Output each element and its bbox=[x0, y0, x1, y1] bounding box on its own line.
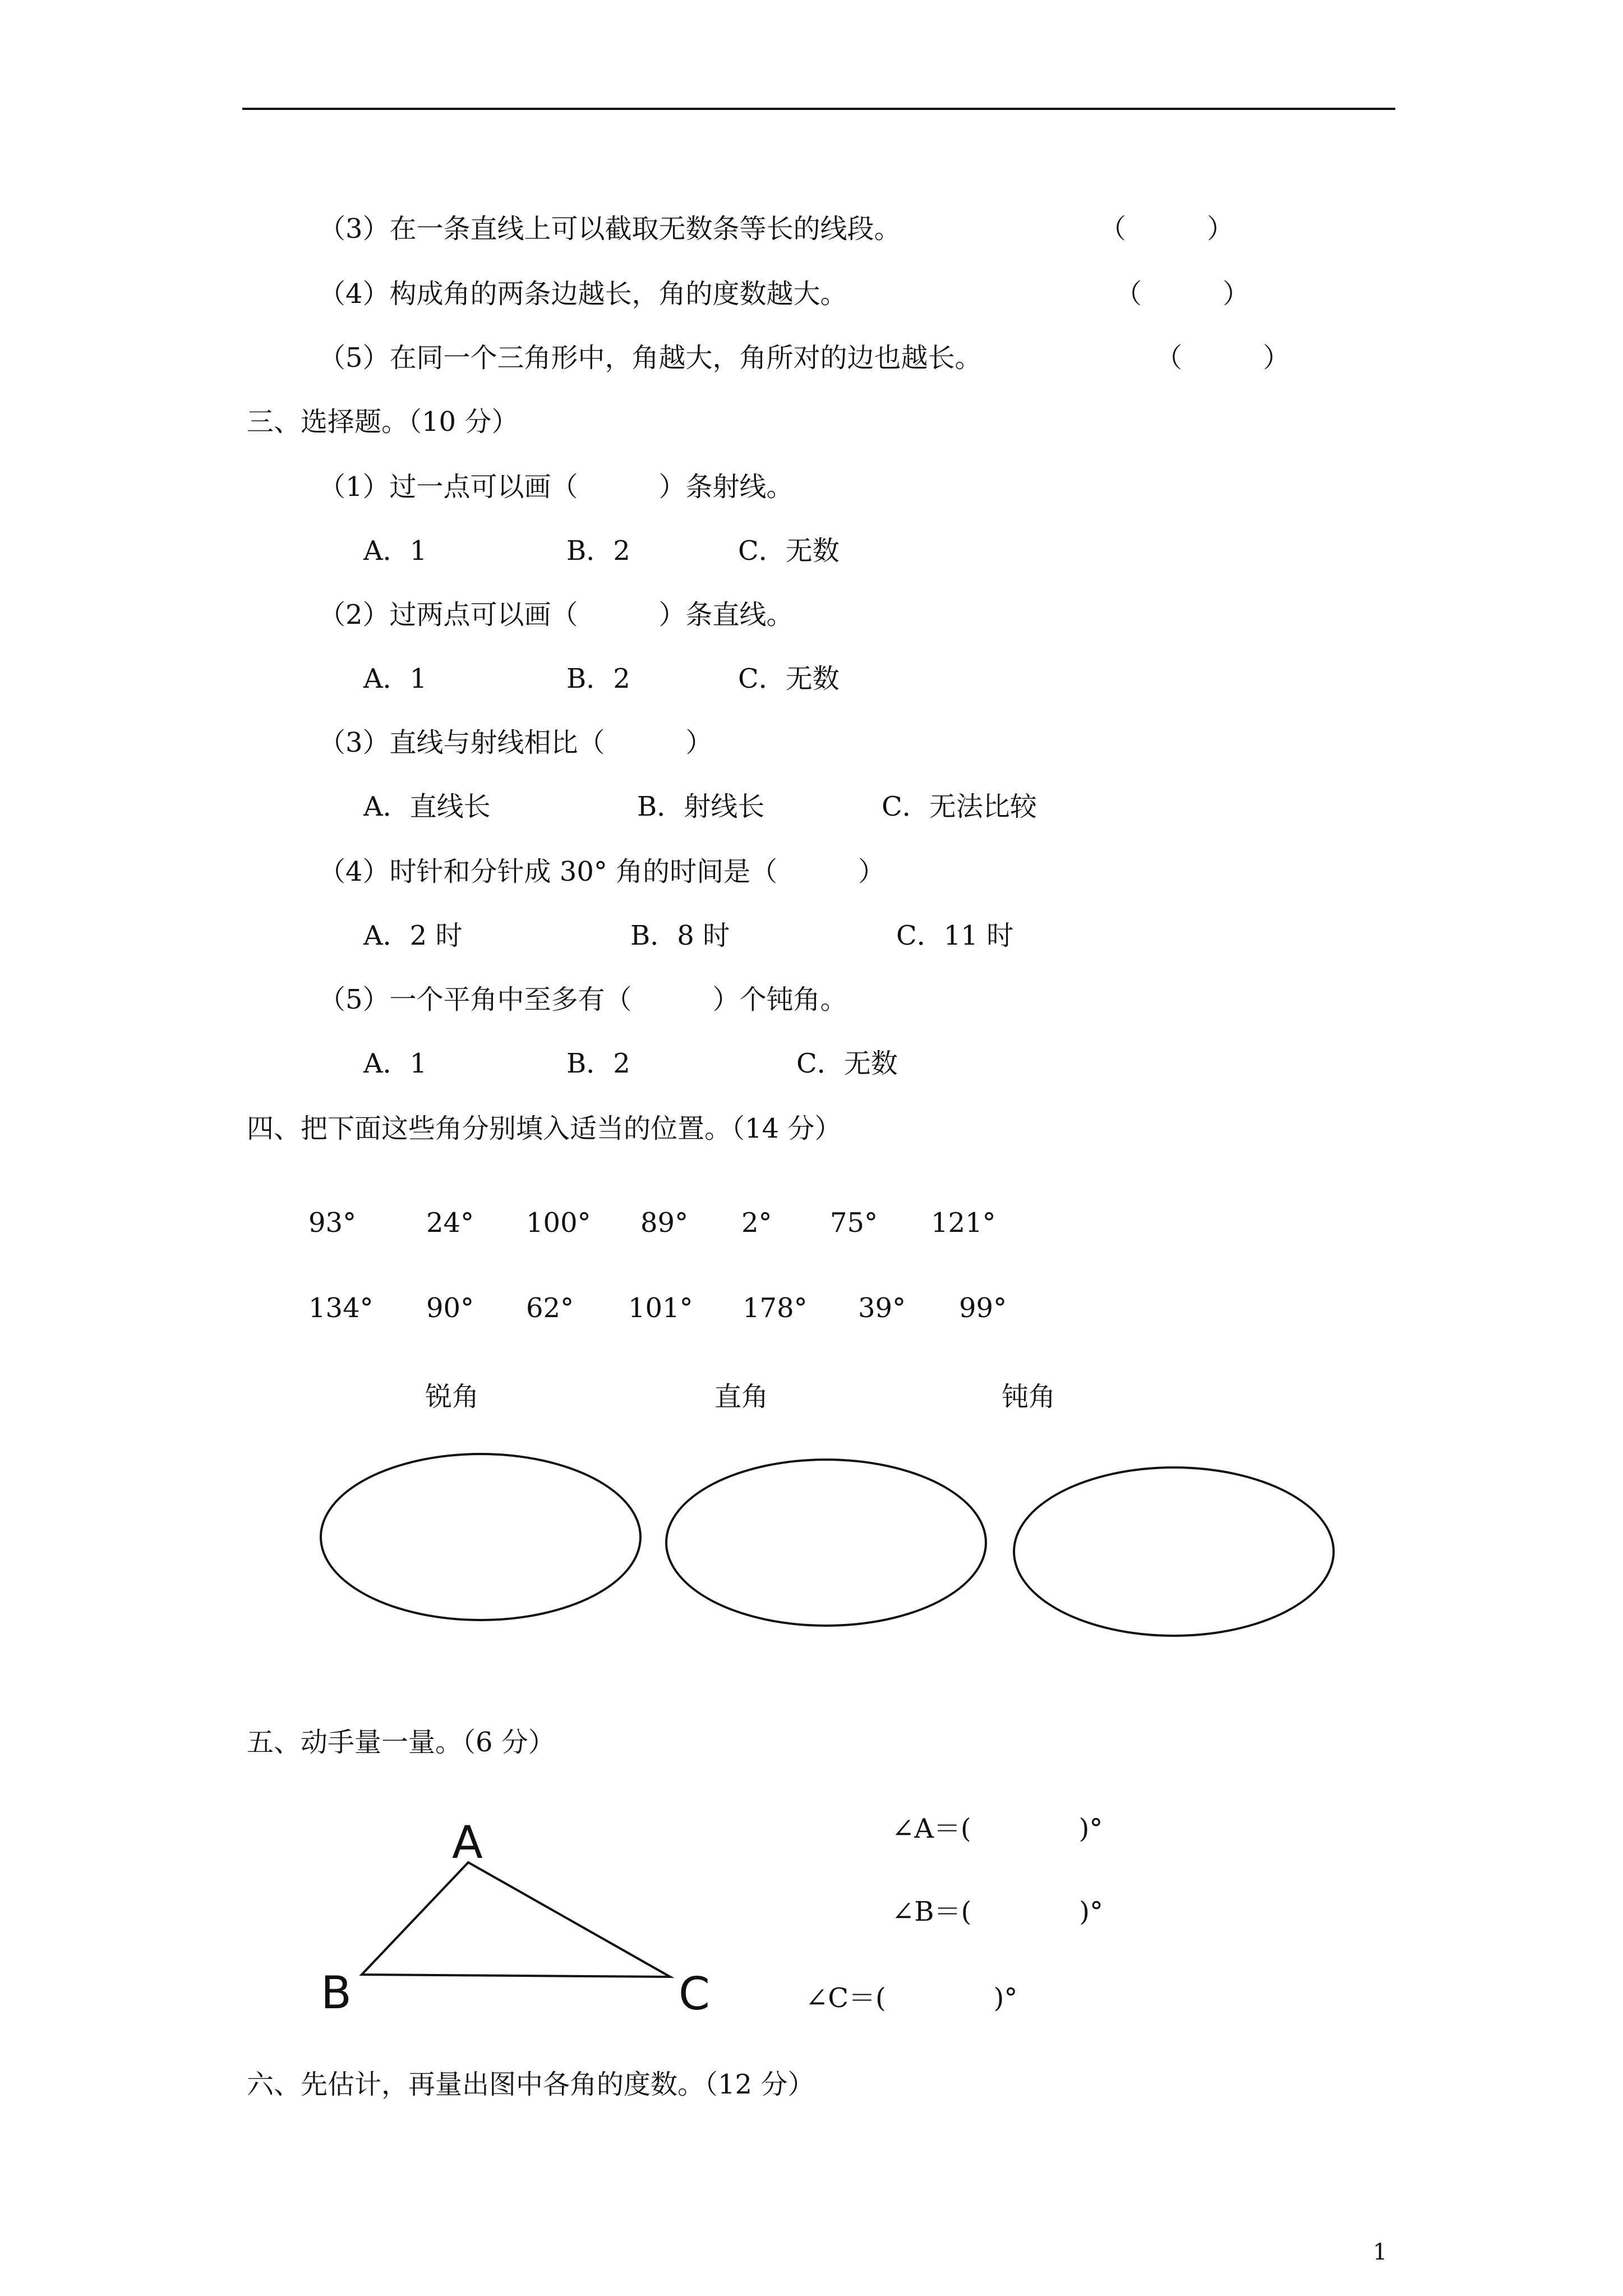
option-3a[interactable]: A．直线长 bbox=[363, 791, 491, 822]
angle-value: 178° bbox=[743, 1292, 808, 1324]
option-2b[interactable]: B．2 bbox=[566, 663, 630, 694]
option-4a[interactable]: A．2 时 bbox=[363, 920, 463, 951]
angle-value: 62° bbox=[526, 1292, 574, 1324]
question-2: （2）过两点可以画（ ）条直线。 bbox=[319, 599, 794, 631]
judgement-blank-5[interactable]: （ ） bbox=[1155, 342, 1290, 374]
angle-value: 134° bbox=[308, 1292, 374, 1324]
right-angle-area[interactable] bbox=[665, 1458, 987, 1627]
angle-value: 24° bbox=[426, 1207, 474, 1239]
judgement-blank-3[interactable]: （ ） bbox=[1099, 213, 1234, 245]
acute-angle-area[interactable] bbox=[320, 1453, 642, 1621]
triangle-figure bbox=[348, 1851, 684, 1997]
category-label-obtuse: 钝角 bbox=[1002, 1381, 1056, 1412]
option-1a[interactable]: A．1 bbox=[363, 535, 427, 567]
option-2c[interactable]: C．无数 bbox=[738, 663, 840, 694]
section-5-title: 五、动手量一量。（6 分） bbox=[247, 1727, 555, 1758]
option-4b[interactable]: B．8 时 bbox=[630, 920, 730, 951]
option-2a[interactable]: A．1 bbox=[363, 663, 427, 694]
option-1c[interactable]: C．无数 bbox=[738, 535, 840, 567]
section-3-title: 三、选择题。（10 分） bbox=[247, 406, 519, 438]
question-3: （3）直线与射线相比（ ） bbox=[319, 727, 713, 758]
obtuse-angle-area[interactable] bbox=[1013, 1466, 1335, 1637]
section-4-title: 四、把下面这些角分别填入适当的位置。（14 分） bbox=[247, 1113, 842, 1144]
judgement-item-4: （4）构成角的两条边越长，角的度数越大。 bbox=[319, 278, 847, 310]
option-5b[interactable]: B．2 bbox=[566, 1048, 630, 1079]
option-1b[interactable]: B．2 bbox=[566, 535, 630, 567]
judgement-blank-4[interactable]: （ ） bbox=[1115, 278, 1250, 310]
angle-value: 75° bbox=[830, 1207, 878, 1239]
triangle-abc bbox=[362, 1862, 670, 1977]
angle-value: 121° bbox=[931, 1207, 996, 1239]
angle-value: 101° bbox=[628, 1292, 693, 1324]
judgement-item-5: （5）在同一个三角形中，角越大，角所对的边也越长。 bbox=[319, 342, 982, 374]
option-3c[interactable]: C．无法比较 bbox=[882, 791, 1037, 822]
option-4c[interactable]: C．11 时 bbox=[896, 920, 1014, 951]
vertex-label-c: C bbox=[679, 1968, 710, 2020]
judgement-item-3: （3）在一条直线上可以截取无数条等长的线段。 bbox=[319, 213, 901, 245]
angle-value: 39° bbox=[858, 1292, 906, 1324]
option-3b[interactable]: B．射线长 bbox=[637, 791, 765, 822]
page-number: 1 bbox=[1373, 2239, 1387, 2265]
vertex-label-b: B bbox=[321, 1967, 352, 2019]
question-5: （5）一个平角中至多有（ ）个钝角。 bbox=[319, 984, 847, 1015]
section-6-title: 六、先估计，再量出图中各角的度数。（12 分） bbox=[247, 2069, 815, 2100]
vertex-label-a: A bbox=[452, 1816, 483, 1869]
angle-b-answer[interactable]: ∠B＝( )° bbox=[892, 1896, 1103, 1927]
angle-value: 90° bbox=[426, 1292, 474, 1324]
angle-a-answer[interactable]: ∠A＝( )° bbox=[892, 1813, 1103, 1844]
option-5a[interactable]: A．1 bbox=[363, 1048, 427, 1079]
angle-c-answer[interactable]: ∠C＝( )° bbox=[805, 1982, 1018, 2014]
question-4: （4）时针和分针成 30° 角的时间是（ ） bbox=[319, 856, 886, 887]
angle-value: 99° bbox=[959, 1292, 1007, 1324]
category-label-acute: 锐角 bbox=[425, 1381, 479, 1412]
question-1: （1）过一点可以画（ ）条射线。 bbox=[319, 471, 794, 503]
angle-value: 93° bbox=[308, 1207, 357, 1239]
angle-value: 89° bbox=[640, 1207, 689, 1239]
option-5c[interactable]: C．无数 bbox=[796, 1048, 898, 1079]
header-rule bbox=[242, 108, 1395, 110]
angle-value: 2° bbox=[741, 1207, 772, 1239]
category-label-right: 直角 bbox=[714, 1381, 769, 1412]
angle-value: 100° bbox=[526, 1207, 591, 1239]
